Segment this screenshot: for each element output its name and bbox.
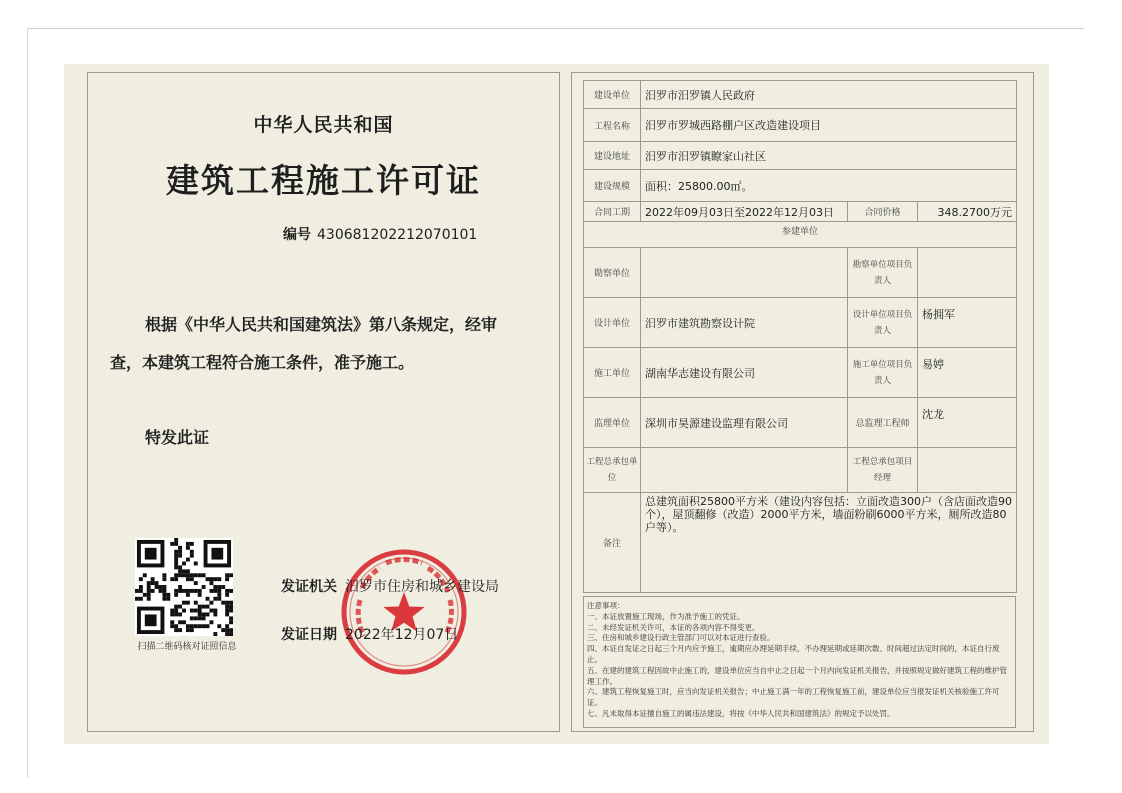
- table-row: [584, 398, 1017, 448]
- table-row: [584, 248, 1017, 298]
- project-label: 工程名称: [584, 109, 641, 142]
- serial-number-line: [283, 224, 477, 244]
- table-row: [584, 348, 1017, 398]
- survey-label: 勘察单位: [584, 248, 641, 298]
- remarks-label: 备注: [584, 493, 641, 593]
- table-row: [584, 170, 1017, 202]
- supervise-lead-label: 总监理工程师: [848, 398, 918, 448]
- issue-date-label: 发证日期: [281, 627, 337, 643]
- project-info-table: [583, 80, 1017, 593]
- certificate-title: 建筑工程施工许可证: [166, 161, 481, 200]
- general-unit: [641, 448, 848, 493]
- official-seal-icon: [340, 548, 468, 676]
- address-value: 汨罗市汨罗镇瞭家山社区: [641, 142, 1017, 170]
- table-row: [584, 109, 1017, 142]
- general-label: 工程总承包单位: [584, 448, 641, 493]
- design-lead-label: 设计单位项目负责人: [848, 298, 918, 348]
- table-row: [584, 202, 1017, 222]
- table-row: [584, 81, 1017, 109]
- note-line: 七、凡未取得本证擅自施工的属违法建设，将按《中华人民共和国建筑法》的规定予以处罚。: [587, 708, 895, 718]
- scale-value: 面积：25800.00㎡。: [641, 170, 1017, 202]
- qr-caption: 扫描二维码核对证照信息: [137, 642, 237, 652]
- note-line: 六、建筑工程恢复施工时，应当向发证机关报告；中止施工满一年的工程恢复施工前，建设单位应当报发证机关核验施工许可证。: [587, 687, 1000, 708]
- period-value: 2022年09月03日至2022年12月03日: [641, 202, 848, 222]
- address-label: 建设地址: [584, 142, 641, 170]
- price-label: 合同价格: [848, 202, 918, 222]
- design-unit: 汨罗市建筑勘察设计院: [641, 298, 848, 348]
- participants-header: 参建单位: [584, 222, 1017, 248]
- table-row: [584, 142, 1017, 170]
- period-label: 合同工期: [584, 202, 641, 222]
- supervise-unit: 深圳市昊源建设监理有限公司: [641, 398, 848, 448]
- issuer-label: 发证机关: [281, 579, 337, 595]
- supervise-lead: 沈龙: [918, 398, 1017, 448]
- survey-unit: [641, 248, 848, 298]
- builder-value: 汨罗市汨罗镇人民政府: [641, 81, 1017, 109]
- issue-date: 2022年12月07日: [345, 627, 459, 643]
- hereby-issued: 特发此证: [145, 428, 210, 447]
- construct-unit: 湖南华志建设有限公司: [641, 348, 848, 398]
- builder-label: 建设单位: [584, 81, 641, 109]
- note-line: 注意事项：: [587, 601, 625, 610]
- general-lead-label: 工程总承包项目经理: [848, 448, 918, 493]
- country-heading: 中华人民共和国: [253, 114, 394, 136]
- note-line: 四、本证自发证之日起三个月内应予施工，逾期应办理延期手续，不办理延期或延期次数、时间超过法定时间的，本证自行废止。: [587, 644, 1000, 664]
- issuer-line: [281, 576, 499, 596]
- serial-label: 编号: [283, 227, 311, 243]
- note-line: 二、未经发证机关许可，本证的各项内容不得变更。: [587, 622, 760, 632]
- design-lead: 杨拥军: [918, 298, 1017, 348]
- table-row: [584, 493, 1017, 593]
- table-row: [584, 448, 1017, 493]
- note-line: 三、住房和城乡建设行政主管部门可以对本证进行查验。: [587, 633, 775, 643]
- scan-top-edge: [27, 28, 1084, 29]
- construct-label: 施工单位: [584, 348, 641, 398]
- construct-lead-label: 施工单位项目负责人: [848, 348, 918, 398]
- general-lead: [918, 448, 1017, 493]
- notes-box: [583, 596, 1016, 728]
- table-row: [584, 222, 1017, 248]
- supervise-label: 监理单位: [584, 398, 641, 448]
- remarks-value: 总建筑面积25800平方米（建设内容包括：立面改造300户（含店面改造90个），屋顶翻修（改造）2000平方米，墙面粉刷6000平方米，厕所改造80户等）。: [641, 493, 1017, 593]
- project-value: 汨罗市罗城西路棚户区改造建设项目: [641, 109, 1017, 142]
- body-text-line2: 查，本建筑工程符合施工条件，准予施工。: [110, 353, 415, 372]
- survey-lead-label: 勘察单位项目负责人: [848, 248, 918, 298]
- body-text-line1: 根据《中华人民共和国建筑法》第八条规定，经审: [145, 315, 498, 334]
- design-label: 设计单位: [584, 298, 641, 348]
- note-line: 五、在建的建筑工程因故中止施工的，建设单位应当自中止之日起一个月内向发证机关报告，并按照规定做好建筑工程的维护管理工作。: [587, 665, 1007, 686]
- table-row: [584, 298, 1017, 348]
- scan-left-edge: [27, 28, 28, 778]
- issue-date-line: [281, 624, 458, 644]
- serial-number: 430681202212070101: [317, 227, 478, 243]
- price-value: 348.2700万元: [918, 202, 1017, 222]
- survey-lead: [918, 248, 1017, 298]
- scale-label: 建设规模: [584, 170, 641, 202]
- note-line: 一、本证放置施工现场，作为准予施工的凭证。: [587, 611, 745, 621]
- construct-lead: 易婷: [918, 348, 1017, 398]
- issuer-name: 汨罗市住房和城乡建设局: [345, 579, 499, 595]
- qr-code-icon[interactable]: [134, 538, 234, 636]
